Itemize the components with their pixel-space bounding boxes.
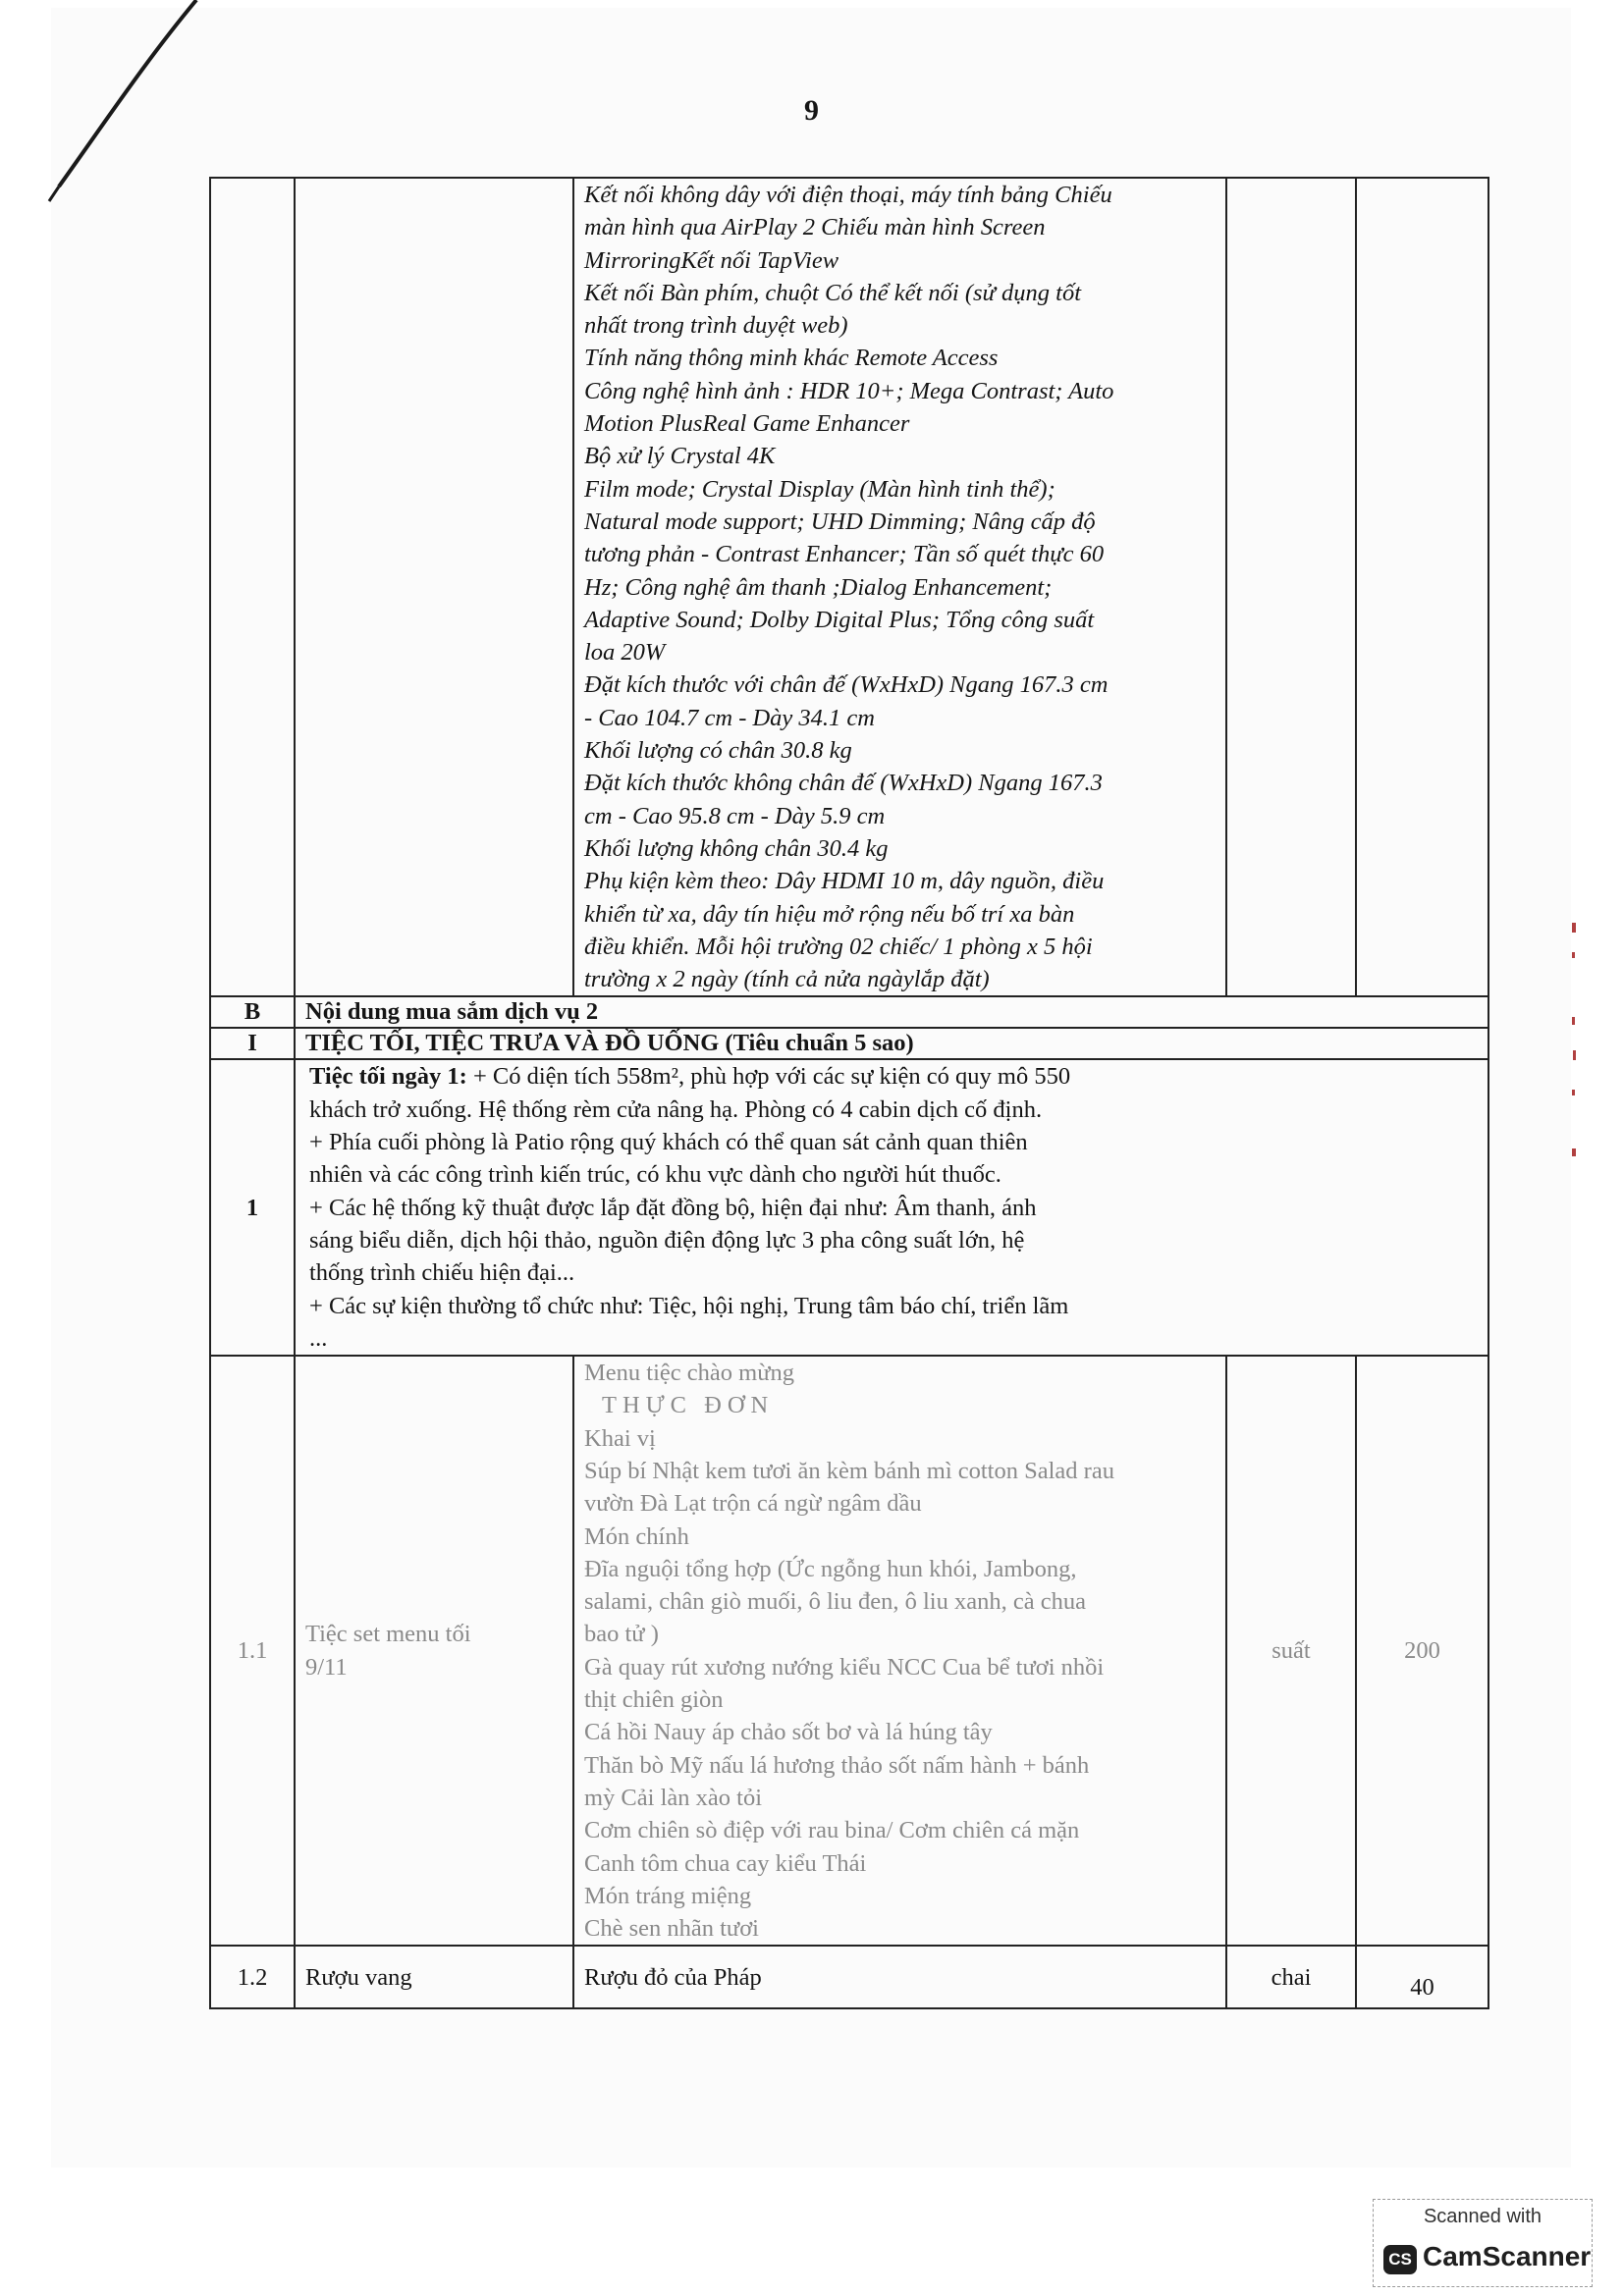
menu-line: Gà quay rút xương nướng kiểu NCC Cua bể tươi nhồi	[584, 1653, 1105, 1681]
tv-spec-line: nhất trong trình duyệt web)	[584, 312, 848, 340]
tv-spec-line: tương phản - Contrast Enhancer; Tần số quét thực 60	[584, 541, 1105, 568]
section-row-b	[210, 996, 1488, 1028]
section-row-i	[210, 1028, 1488, 1059]
tv-spec-line: cm - Cao 95.8 cm - Dày 5.9 cm	[584, 802, 886, 829]
unit-cell: suất	[1226, 1356, 1356, 1946]
item-1-lead: Tiệc tối ngày 1:	[309, 1063, 467, 1091]
item-name-line: 9/11	[305, 1653, 348, 1681]
item-1-line: + Phía cuối phòng là Patio rộng quý khách có thể quan sát cảnh quan thiên	[309, 1129, 1028, 1156]
menu-line: THỰC ĐƠN	[602, 1392, 775, 1419]
camscanner-logo-icon: CS	[1383, 2245, 1417, 2274]
tv-spec-line: Phụ kiện kèm theo: Dây HDMI 10 m, dây nguồn, điều	[584, 868, 1105, 895]
tv-spec-line: Hz; Công nghệ âm thanh ;Dialog Enhancement;	[584, 573, 1053, 601]
edge-marks	[1571, 923, 1579, 1198]
tv-spec-line: Khối lượng không chân 30.4 kg	[584, 834, 889, 862]
section-code: B	[210, 996, 295, 1028]
quantity-cell	[1356, 178, 1488, 996]
quantity-cell: 40	[1356, 1946, 1488, 2008]
tv-spec-line: Film mode; Crystal Display (Màn hình tinh thể);	[584, 475, 1055, 503]
page-number: 9	[804, 94, 819, 127]
tv-spec-line: - Cao 104.7 cm - Dày 34.1 cm	[584, 704, 875, 731]
item-1-line: thống trình chiếu hiện đại...	[309, 1259, 575, 1287]
item-name-line: Tiệc set menu tối	[305, 1621, 471, 1648]
tv-spec-line: MirroringKết nối TapView	[584, 246, 839, 274]
item-code: 1.2	[210, 1946, 295, 2008]
table-row	[210, 178, 1488, 996]
item-1-line: nhiên và các công trình kiến trúc, có khu vực dành cho người hút thuốc.	[309, 1161, 1001, 1189]
tv-spec-text	[584, 179, 1216, 995]
tv-spec-line: Khối lượng có chân 30.8 kg	[584, 737, 852, 765]
menu-line: bao tử )	[584, 1621, 659, 1648]
menu-line: Canh tôm chua cay kiểu Thái	[584, 1849, 867, 1877]
menu-line: Thăn bò Mỹ nấu lá hương thảo sốt nấm hành + bánh	[584, 1751, 1090, 1779]
camscanner-badge	[1373, 2199, 1593, 2287]
section-code: I	[210, 1028, 295, 1059]
item-1-line: khách trở xuống. Hệ thống rèm cửa nâng hạ. Phòng có 4 cabin dịch cố định.	[309, 1095, 1043, 1123]
tv-spec-line: loa 20W	[584, 639, 666, 667]
menu-text	[584, 1357, 1216, 1945]
tv-spec-line: Bộ xử lý Crystal 4K	[584, 443, 776, 470]
tv-spec-cell	[573, 178, 1226, 996]
item-name: Rượu vang	[295, 1946, 573, 2008]
item-name-cell	[295, 178, 573, 996]
menu-line: Chè sen nhãn tươi	[584, 1915, 759, 1943]
item-1-line: + Các sự kiện thường tổ chức như: Tiệc, hội nghị, Trung tâm báo chí, triển lãm	[309, 1292, 1069, 1319]
item-1-line: sáng biểu diễn, dịch hội thảo, nguồn điện động lực 3 pha công suất lớn, hệ	[309, 1226, 1025, 1254]
table-row-item-1	[210, 1059, 1488, 1356]
item-1-description	[295, 1059, 1488, 1356]
scanned-with-label: Scanned with	[1423, 2206, 1542, 2227]
item-description: Rượu đỏ của Pháp	[573, 1946, 1226, 2008]
tv-spec-line: Adaptive Sound; Dolby Digital Plus; Tổng công suất	[584, 606, 1095, 633]
menu-line: Cá hồi Nauy áp chảo sốt bơ và lá húng tây	[584, 1719, 993, 1746]
menu-line: Súp bí Nhật kem tươi ăn kèm bánh mì cotton Salad rau	[584, 1457, 1114, 1484]
quantity-cell: 200	[1356, 1356, 1488, 1946]
tv-spec-line: Công nghệ hình ảnh : HDR 10+; Mega Contrast; Auto	[584, 377, 1114, 404]
tv-spec-line: điều khiển. Mỗi hội trường 02 chiếc/ 1 phòng x 5 hội	[584, 933, 1093, 960]
section-title: Nội dung mua sắm dịch vụ 2	[295, 996, 1488, 1028]
item-1-line: + Các hệ thống kỹ thuật được lắp đặt đồng bộ, hiện đại như: Âm thanh, ánh	[309, 1194, 1037, 1221]
item-name	[295, 1356, 573, 1946]
table-row-item-1-2	[210, 1946, 1488, 2008]
tv-spec-line: Natural mode support; UHD Dimming; Nâng cấp độ	[584, 507, 1096, 535]
camscanner-name: CamScanner	[1423, 2241, 1592, 2271]
item-1-text	[309, 1063, 1478, 1355]
tv-spec-line: khiển từ xa, dây tín hiệu mở rộng nếu bố trí xa bàn	[584, 900, 1075, 928]
tv-spec-line: Đặt kích thước không chân đế (WxHxD) Ngang 167.3	[584, 770, 1103, 797]
item-1-line: + Có diện tích 558m², phù hợp với các sự kiện có quy mô 550	[466, 1063, 1071, 1091]
item-code: 1.1	[210, 1356, 295, 1946]
menu-line: salami, chân giò muối, ô liu đen, ô liu xanh, cà chua	[584, 1588, 1086, 1616]
tv-spec-line: Tính năng thông minh khác Remote Access	[584, 345, 999, 372]
table-row-item-1-1	[210, 1356, 1488, 1946]
menu-line: Menu tiệc chào mừng	[584, 1360, 794, 1387]
item-code: 1	[210, 1059, 295, 1356]
tv-spec-line: màn hình qua AirPlay 2 Chiếu màn hình Screen	[584, 214, 1046, 241]
menu-line: vườn Đà Lạt trộn cá ngừ ngâm dầu	[584, 1490, 922, 1518]
menu-line: Khai vị	[584, 1424, 656, 1452]
menu-cell	[573, 1356, 1226, 1946]
tv-spec-line: Đặt kích thước với chân đế (WxHxD) Ngang 167.3 cm	[584, 671, 1109, 699]
menu-line: Cơm chiên sò điệp với rau bina/ Cơm chiên cá mặn	[584, 1817, 1080, 1844]
unit-cell	[1226, 178, 1356, 996]
stt-cell	[210, 178, 295, 996]
menu-line: Món chính	[584, 1522, 689, 1550]
unit-cell: chai	[1226, 1946, 1356, 2008]
tv-spec-line: Kết nối không dây với điện thoại, máy tính bảng Chiếu	[584, 182, 1112, 208]
menu-line: Đĩa nguội tổng hợp (Ức ngỗng hun khói, Jambong,	[584, 1555, 1077, 1582]
tv-spec-line: trường x 2 ngày (tính cả nửa ngàylắp đặt)	[584, 966, 990, 993]
menu-line: Món tráng miệng	[584, 1882, 752, 1909]
menu-line: mỳ Cải làn xào tỏi	[584, 1784, 762, 1811]
tv-spec-line: Kết nối Bàn phím, chuột Có thể kết nối (sử dụng tốt	[584, 279, 1082, 306]
menu-line: thịt chiên giòn	[584, 1686, 724, 1714]
section-title: TIỆC TỐI, TIỆC TRƯA VÀ ĐỒ UỐNG (Tiêu chuẩn 5 sao)	[295, 1028, 1488, 1059]
tv-spec-line: Motion PlusReal Game Enhancer	[584, 410, 910, 438]
specification-table	[209, 177, 1489, 2009]
item-1-line: ...	[309, 1324, 328, 1352]
